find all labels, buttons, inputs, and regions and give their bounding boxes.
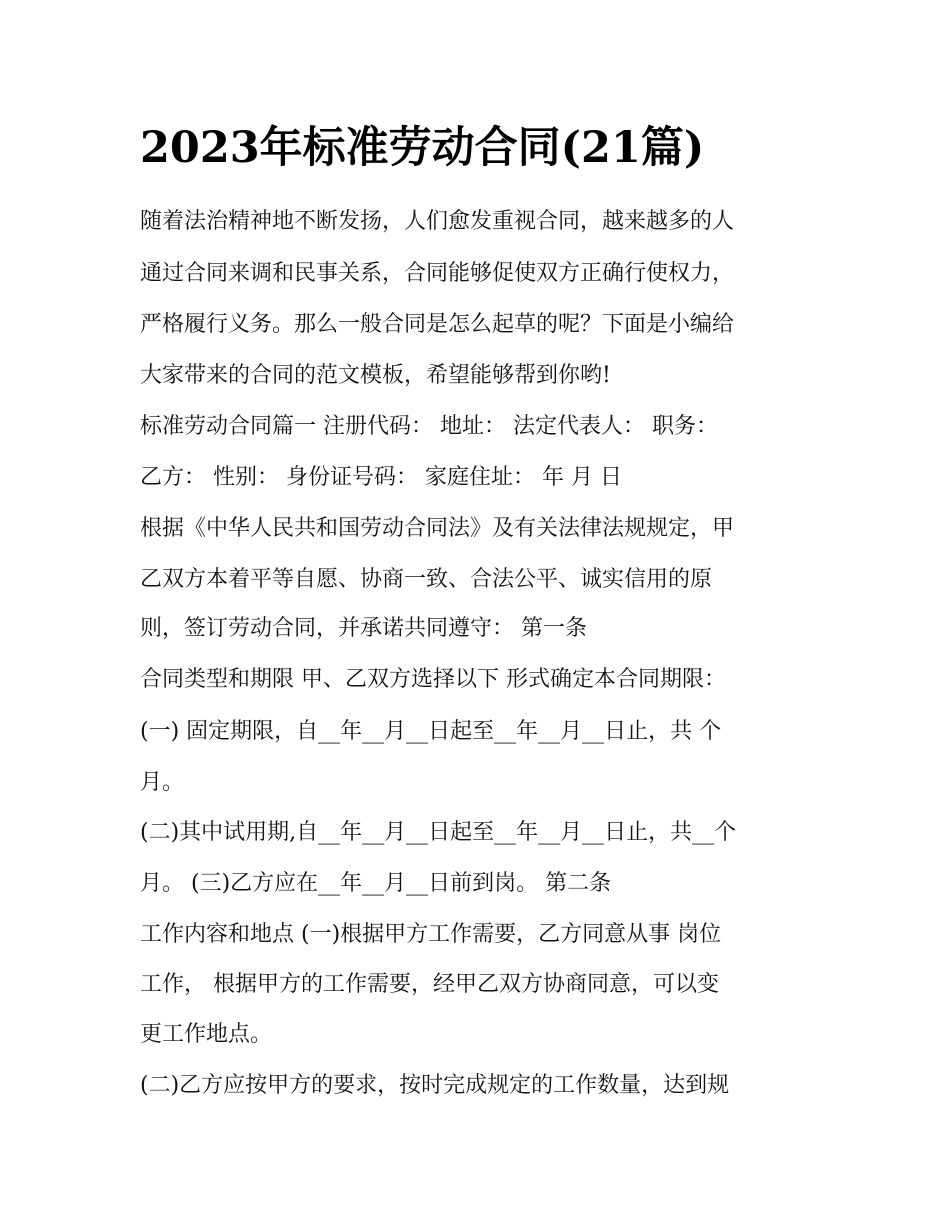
body-line: 随着法治精神地不断发扬，人们愈发重视合同，越来越多的人: [140, 209, 735, 234]
body-line: 严格履行义务。那么一般合同是怎么起草的呢？下面是小编给: [140, 312, 735, 337]
body-line: (一) 固定期限，自__年__月__日起至__年__月__日止，共 个: [140, 719, 722, 744]
body-line: 乙双方本着平等自愿、协商一致、合法公平、诚实信用的原: [140, 567, 713, 592]
body-line: 合同类型和期限 甲、乙双方选择以下 形式确定本合同期限：: [140, 667, 726, 692]
document-title: 2023年标准劳动合同(21篇): [140, 123, 705, 173]
body-line: 月。: [140, 770, 185, 795]
body-line: 根据《中华人民共和国劳动合同法》及有关法律法规规定，甲: [140, 516, 735, 541]
body-line: 通过合同来调和民事关系，合同能够促使双方正确行使权力，: [140, 261, 735, 286]
body-line: 工作， 根据甲方的工作需要，经甲乙双方协商同意，可以变: [140, 972, 719, 997]
body-line: 大家带来的合同的范文模板，希望能够帮到你哟!: [140, 363, 611, 388]
body-line: 月。 (三)乙方应在__年__月__日前到岗。 第二条: [140, 871, 612, 896]
body-line: 则，签订劳动合同，并承诺共同遵守： 第一条: [140, 616, 587, 641]
body-line: (二)其中试用期,自__年__月__日起至__年__月__日止，共__个: [140, 820, 737, 845]
body-line: 乙方： 性别： 身份证号码： 家庭住址： 年 月 日: [140, 465, 622, 490]
body-line: 工作内容和地点 (一)根据甲方工作需要，乙方同意从事 岗位: [140, 922, 722, 947]
body-line: (二)乙方应按甲方的要求，按时完成规定的工作数量，达到规: [140, 1073, 730, 1098]
body-line: 标准劳动合同篇一 注册代码： 地址： 法定代表人： 职务：: [140, 414, 718, 439]
body-line: 更工作地点。: [140, 1022, 273, 1047]
